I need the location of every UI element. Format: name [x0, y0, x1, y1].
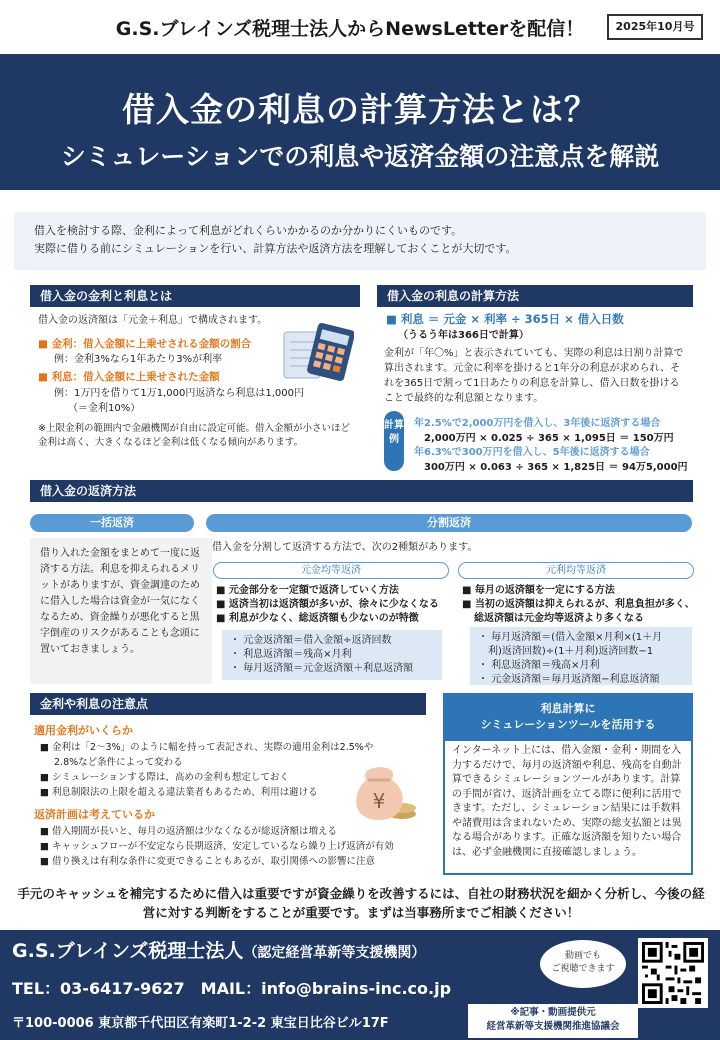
- equal-payment-points: [462, 584, 698, 626]
- section-heading-rate: 借入金の金利と利息とは: [30, 285, 360, 307]
- intro-line: 借入を検討する際、金利によって利息がどれくらいかかるのか分かりにくいものです。: [34, 224, 463, 237]
- list-item: ■ 返済当初は返済額が多いが、徐々に少なくなる: [216, 599, 439, 610]
- lump-sum-body: 借り入れた金額をまとめて一度に返済する方法。利息を抑えられるメリットがありますが、資金調達のために借入した場合は資金が一気になくなるため、資金繰りが悪化すると黒字倒産のリスクがあることも念頭に置いておきましょう。: [30, 538, 212, 684]
- list-item: ■ キャッシュフローが不安定なら長期返済、安定しているなら繰り上げ返済が有効: [40, 841, 394, 852]
- firm-certification: （認定経営革新等支援機関）: [243, 945, 426, 961]
- leap-year-note: （うるう年は366日で計算）: [398, 330, 529, 341]
- section-heading-calc: 借入金の利息の計算方法: [377, 285, 693, 307]
- qr-code[interactable]: [638, 938, 708, 1008]
- list-item: 総返済額は元金均等返済より多くなる: [474, 613, 644, 624]
- formula-item: ・ 毎月返済額＝(借入金額×月利×(1＋月: [478, 632, 663, 643]
- tool-heading-line2: シミュレーションツールを活用する: [480, 718, 656, 731]
- example1-calc: 2,000万円 × 0.025 ÷ 365 × 1,095日 ＝ 150万円: [424, 433, 674, 444]
- credit-line1: ※記事・動画提供元: [510, 1007, 596, 1018]
- video-callout-line1: 動画でも: [564, 951, 601, 961]
- list-item: ■ 毎月の返済額を一定にする方法: [462, 585, 615, 596]
- formula-item: 利)返済回数)÷(1＋月利)返済回数−1: [488, 646, 654, 657]
- installment-lead: 借入金を分割して返済する方法で、次の2種類があります。: [212, 542, 478, 553]
- list-item: 2.8%など条件によって変わる: [54, 757, 183, 768]
- money-bag-icon: [350, 762, 418, 822]
- list-item: ■ 借り換えは有利な条件に変更できることもあるが、取引関係への影響に注意: [40, 856, 375, 867]
- firm-name: [12, 936, 425, 963]
- qr-code-icon: [642, 942, 704, 1004]
- issue-date: 2025年10月号: [607, 14, 703, 40]
- rate-note: ※上限金利の範囲内で金融機関が自由に設定可能。借入金額が小さいほど金利は高く、大きくなるほど金利は低くなる傾向があります。: [38, 423, 350, 448]
- section-heading-caution: 金利や利息の注意点: [30, 693, 426, 715]
- example2-title: 年6.3%で300万円を借入し、5年後に返済する場合: [414, 447, 650, 458]
- calculator-icon: [282, 322, 354, 382]
- equal-payment-formulas: [470, 627, 692, 685]
- svg-text:¥: ¥: [372, 789, 386, 813]
- closing-message: 手元のキャッシュを補完するために借入は重要ですが資金繰りを改善するには、自社の財務状況を細かく分析し、今後の経営に対する判断をすることが重要です。まずは当事務所までご相談ください！: [17, 886, 705, 920]
- simulation-tool-heading: [443, 693, 693, 741]
- caution-sub2-points: [40, 824, 440, 869]
- list-item: ■ 当初の返済額は抑えられるが、利息負担が多く、: [462, 599, 695, 610]
- intro-line: 実際に借りる前にシミュレーションを行い、計算方法や返済方法を理解しておくことが大切です。: [34, 242, 517, 255]
- list-item: ■ 利息制限法の上限を超える違法業者もあるため、利用は避ける: [40, 787, 318, 798]
- interest-formula: ■ 利息 ＝ 元金 × 利率 ÷ 365日 × 借入日数: [386, 312, 624, 326]
- hero-subtitle: シミュレーションでの利息や返済金額の注意点を解説: [60, 142, 660, 171]
- installment-label: 分割返済: [206, 514, 692, 532]
- newsletter-title: G.S.ブレインズ税理士法人からNewsLetterを配信！: [115, 18, 585, 40]
- formula-item: ・ 利息返済額＝残高×月利: [478, 660, 600, 671]
- equal-principal-points: [216, 584, 456, 626]
- intro-box: [14, 212, 706, 270]
- equal-principal-formulas: [222, 630, 442, 680]
- example-label: 計算例: [384, 411, 404, 471]
- formula-item: ・ 元金返済額＝借入金額÷返済回数: [230, 635, 392, 646]
- caution-sub2: 返済計画は考えているか: [34, 808, 155, 821]
- list-item: ■ 利息が少なく、総返済額も少ないのが特徴: [216, 613, 419, 624]
- risoku-title: ■ 利息：借入金額に上乗せされた金額: [38, 371, 220, 383]
- lump-sum-label: 一括返済: [30, 514, 194, 532]
- list-item: ■ 借入期間が長いと、毎月の返済額は少なくなるが総返済額は増える: [40, 826, 337, 837]
- simulation-tool-body: インターネット上には、借入金額・金利・期間を入力するだけで、毎月の返済額や利息、残高を自動計算できるシミュレーションツールがあります。計算の手間が省け、返済計画を立てる際に便利に活用できます。ただし、シミュレーション結果には手数料や諸費用は含まれないため、実際の総支払額とは異なる場合があります。正確な返済額を知りたい場合は、必ず金融機関に直接確認しましょう。: [452, 745, 682, 858]
- example2-calc: 300万円 × 0.063 ÷ 365 × 1,825日 ＝ 94万5,000円: [424, 462, 688, 473]
- credit-text: [470, 1006, 636, 1034]
- example1-title: 年2.5%で2,000万円を借入し、3年後に返済する場合: [414, 418, 661, 429]
- video-callout-line2: ご視聴できます: [551, 964, 615, 974]
- caution-sub1: 適用金利がいくらか: [34, 724, 133, 737]
- firm-address: 〒100-0006 東京都千代田区有楽町1-2-2 東宝日比谷ビル17F: [12, 1016, 389, 1031]
- formula-item: ・ 利息返済額＝残高×月利: [230, 649, 352, 660]
- equal-payment-label: 元利均等返済: [458, 562, 694, 579]
- list-item: ■ シミュレーションする際は、高めの金利も想定しておく: [40, 772, 289, 783]
- list-item: ■ 元金部分を一定額で返済していく方法: [216, 585, 399, 596]
- tool-heading-line1: 利息計算に: [540, 702, 596, 715]
- calc-explanation: 金利が「年〇%」と表示されていても、実際の利息は日割り計算で算出されます。元金に利率を掛けると1年分の利息が求められ、それを365日で割って1日あたりの利息を計算し、借入日数を掛けることで最終的な利息額となります。: [384, 348, 684, 404]
- kinri-example: 例：金利3%なら1年あたり3%が利率: [54, 354, 223, 365]
- section-heading-repay: 借入金の返済方法: [30, 480, 693, 502]
- rate-lead: 借入金の返済額は「元金＋利息」で構成されます。: [38, 315, 268, 326]
- equal-principal-label: 元金均等返済: [213, 562, 449, 579]
- firm-name-text: G.S.ブレインズ税理士法人: [12, 940, 244, 962]
- credit-line2: 経営革新等支援機関推進協議会: [486, 1021, 620, 1032]
- hero-title: 借入金の利息の計算方法とは？: [122, 90, 598, 129]
- video-callout: [540, 940, 626, 988]
- contact-info[interactable]: TEL：03-6417-9627 MAIL：info@brains-inc.co.jp: [12, 979, 452, 998]
- risoku-example: 例：1万円を借りて1万1,000円返済なら利息は1,000円: [54, 388, 304, 399]
- risoku-example-note: （＝金利10%）: [68, 403, 141, 414]
- formula-item: ・ 毎月返済額＝元金返済額＋利息返済額: [230, 663, 414, 674]
- list-item: ■ 金利は「2～3%」のように幅を持って表記され、実際の適用金利は2.5%や: [40, 742, 374, 753]
- formula-item: ・ 元金返済額＝毎月返済額−利息返済額: [478, 674, 660, 685]
- kinri-title: ■ 金利：借入金額に上乗せされる金額の割合: [38, 338, 252, 350]
